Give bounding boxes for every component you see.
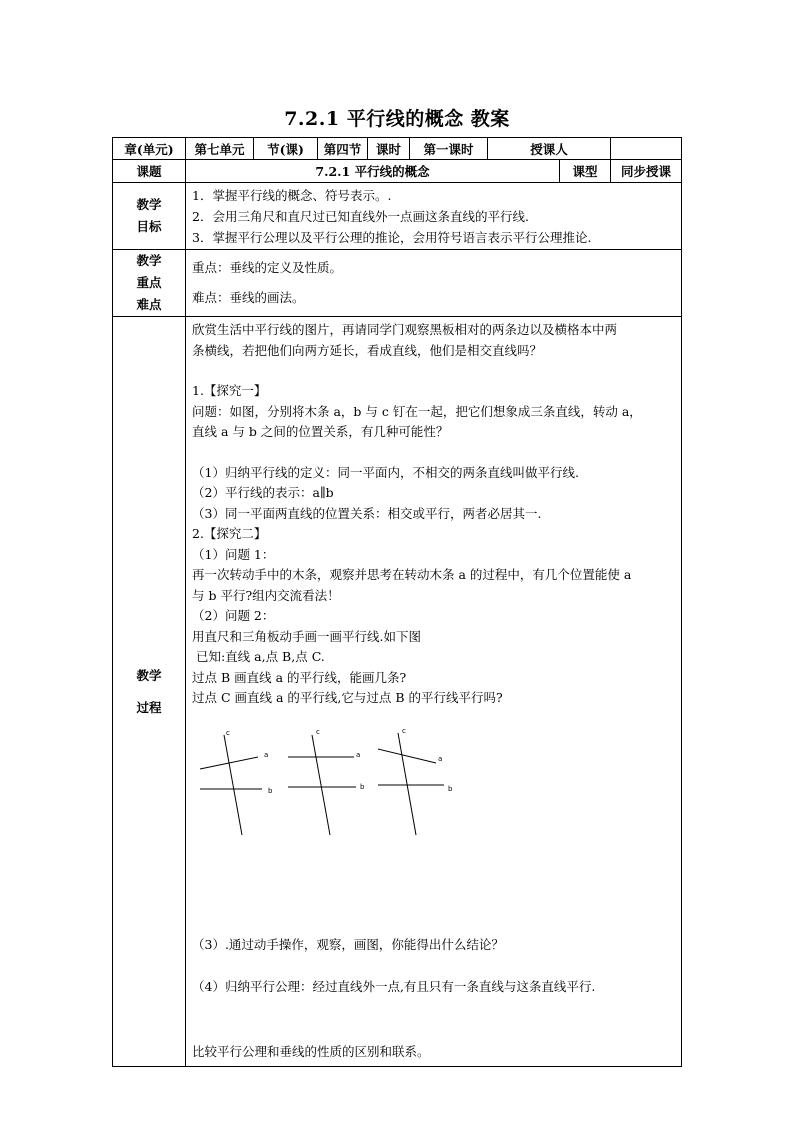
explore1-question-2: 直线 a 与 b 之间的位置关系，有几种可能性？: [192, 424, 449, 439]
goals-label-2: 目标: [136, 219, 162, 234]
fig2-label-c: c: [316, 727, 320, 736]
page-title: 7.2.1 平行线的概念 教案: [284, 108, 510, 130]
section-label: 节(课): [254, 138, 318, 160]
topic-value: 7.2.1 平行线的概念: [186, 160, 560, 183]
chapter-value: 第七单元: [186, 138, 254, 160]
topic-label: 课题: [113, 160, 186, 183]
fig2-line-c: [312, 735, 330, 835]
key-points-row: [113, 250, 682, 317]
question1-title: （1）问题 1：: [192, 546, 275, 562]
type-label: 课型: [560, 160, 611, 183]
section-value: 第四节: [318, 138, 368, 160]
process-label-2: 过程: [136, 699, 162, 715]
fig1-label-c: c: [226, 728, 230, 737]
process-row: [113, 317, 682, 1067]
key-label-3: 难点: [136, 297, 162, 312]
summary-2: （2）平行线的表示：a∥b: [192, 485, 334, 500]
explore1-question-1: 问题：如图，分别将木条 a，b 与 c 钉在一起，把它们想象成三条直线，转动 a，: [192, 403, 642, 419]
summary-1: （1）归纳平行线的定义：同一平面内，不相交的两条直线叫做平行线.: [192, 464, 579, 480]
summary-3: （3）同一平面两直线的位置关系：相交或平行，两者必居其一.: [192, 505, 542, 521]
question1-line-1: 再一次转动手中的木条，观察并思考在转动木条 a 的过程中，有几个位置能使 a: [192, 567, 632, 582]
question1-line-2: 与 b 平行?组内交流看法！: [192, 587, 340, 603]
fig2-label-a: a: [356, 750, 361, 759]
fig3-line-a: [378, 749, 436, 763]
fig3-label-a: a: [438, 754, 443, 763]
goals-row: [113, 183, 682, 250]
focus-text: 重点：垂线的定义及性质。: [192, 260, 343, 275]
question2-title: （2）问题 2：: [192, 608, 275, 623]
explore1-title: 1.【探究一】: [192, 383, 267, 398]
process-label: [113, 317, 186, 1067]
key-points-content: [186, 250, 682, 317]
question2-line-2: 已知:直线 a,点 B,点 C.: [192, 649, 325, 664]
process-label-1: 教学: [136, 667, 162, 683]
question2-line-3: 过点 B 画直线 a 的平行线，能画几条?: [192, 669, 407, 685]
goals-content: [186, 183, 682, 250]
fig1-label-b: b: [268, 786, 273, 795]
teacher-value: [611, 138, 682, 160]
topic-row: [113, 160, 682, 183]
fig3-label-c: c: [402, 726, 406, 735]
fig1-label-a: a: [264, 750, 269, 759]
explore2-title: 2.【探究二】: [192, 526, 267, 541]
key-points-label: [113, 250, 186, 317]
question2-line-1: 用直尺和三角板动手画一画平行线.如下图: [192, 628, 421, 644]
fig3-label-b: b: [448, 784, 453, 793]
key-label-2: 重点: [136, 275, 162, 290]
goal-line-2: 2．会用三角尺和直尺过已知直线外一点画这条直线的平行线.: [192, 208, 529, 224]
question3: （3）.通过动手操作，观察，画图，你能得出什么结论？: [192, 936, 504, 952]
lesson-plan-table: [112, 137, 682, 1067]
key-label-1: 教学: [136, 253, 162, 268]
period-label: 课时: [368, 138, 410, 160]
teacher-label: 授课人: [488, 138, 611, 160]
goal-line-1: 1．掌握平行线的概念、符号表示。.: [192, 187, 392, 203]
chapter-label: 章(单元): [113, 138, 186, 160]
header-row: [113, 138, 682, 160]
goals-label-1: 教学: [136, 197, 162, 212]
question4: （4）归纳平行公理：经过直线外一点,有且只有一条直线与这条直线平行.: [192, 979, 596, 994]
fig1-line-c: [224, 735, 242, 835]
fig2-label-b: b: [360, 782, 365, 791]
compare-text: 比较平行公理和垂线的性质的区别和联系。: [192, 1043, 430, 1059]
type-value: 同步授课: [611, 160, 682, 183]
goal-line-3: 3．掌握平行公理以及平行公理的推论，会用符号语言表示平行公理推论.: [192, 229, 592, 245]
intro-line-2: 条横线，若把他们向两方延长，看成直线，他们是相交直线吗？: [192, 342, 543, 358]
period-value: 第一课时: [410, 138, 488, 160]
difficulty-text: 难点：垂线的画法。: [192, 290, 305, 305]
fig3-line-c: [398, 733, 416, 835]
goals-label: [113, 183, 186, 250]
intro-line-1: 欣赏生活中平行线的图片，再请同学门观察黑板相对的两条边以及横格本中两: [192, 322, 618, 337]
question2-line-4: 过点 C 画直线 a 的平行线,它与过点 B 的平行线平行吗?: [192, 690, 503, 705]
process-content: [186, 317, 682, 1067]
parallel-lines-figure: [192, 723, 672, 873]
